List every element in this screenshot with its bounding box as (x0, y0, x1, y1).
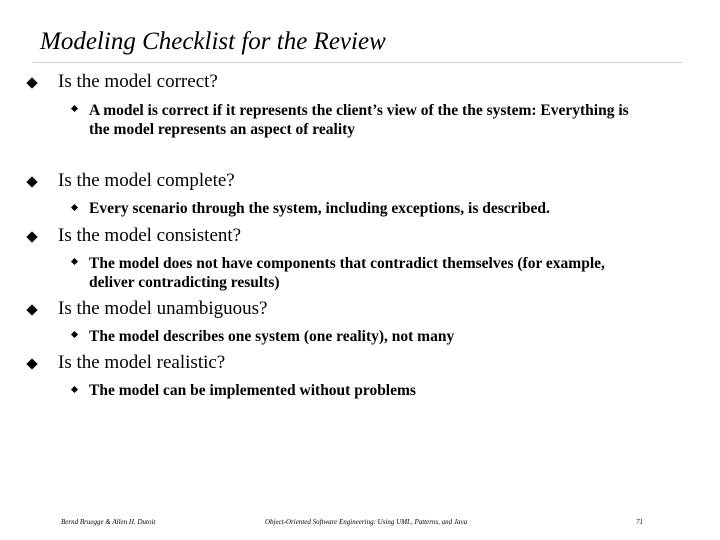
checklist-question: Is the model complete? (58, 170, 235, 191)
slide-title: Modeling Checklist for the Review (40, 28, 386, 55)
sub-bullet-diamond-icon (71, 386, 78, 393)
checklist-question: Is the model realistic? (58, 352, 226, 373)
title-divider (33, 62, 682, 63)
checklist-detail: The model describes one system (one reality), not many (89, 328, 455, 345)
sub-bullet-diamond-icon (71, 331, 78, 338)
checklist-question: Is the model consistent? (58, 225, 242, 246)
checklist-detail: The model can be implemented without problems (89, 382, 416, 399)
checklist-detail: A model is correct if it represents the client’s view of the the system: Everything is the model represents an aspect of reality (89, 102, 629, 138)
bullet-diamond-icon (26, 231, 37, 242)
checklist-question: Is the model correct? (58, 71, 218, 92)
bullet-diamond-icon (26, 358, 37, 369)
sub-bullet-diamond-icon (71, 204, 78, 211)
sub-bullet-diamond-icon (71, 105, 78, 112)
checklist-detail: Every scenario through the system, including exceptions, is described. (89, 200, 550, 217)
footer-authors: Bernd Bruegge & Allen H. Dutoit (61, 518, 156, 526)
checklist-detail: The model does not have components that contradict themselves (for example, deliver contradicting results) (89, 255, 605, 291)
page-number: 71 (636, 518, 643, 526)
bullet-diamond-icon (26, 304, 37, 315)
sub-bullet-diamond-icon (71, 258, 78, 265)
footer-book-title: Object-Oriented Software Engineering: Using UML, Patterns, and Java (265, 518, 468, 526)
bullet-diamond-icon (26, 77, 37, 88)
bullet-diamond-icon (26, 176, 37, 187)
checklist-question: Is the model unambiguous? (58, 298, 268, 319)
